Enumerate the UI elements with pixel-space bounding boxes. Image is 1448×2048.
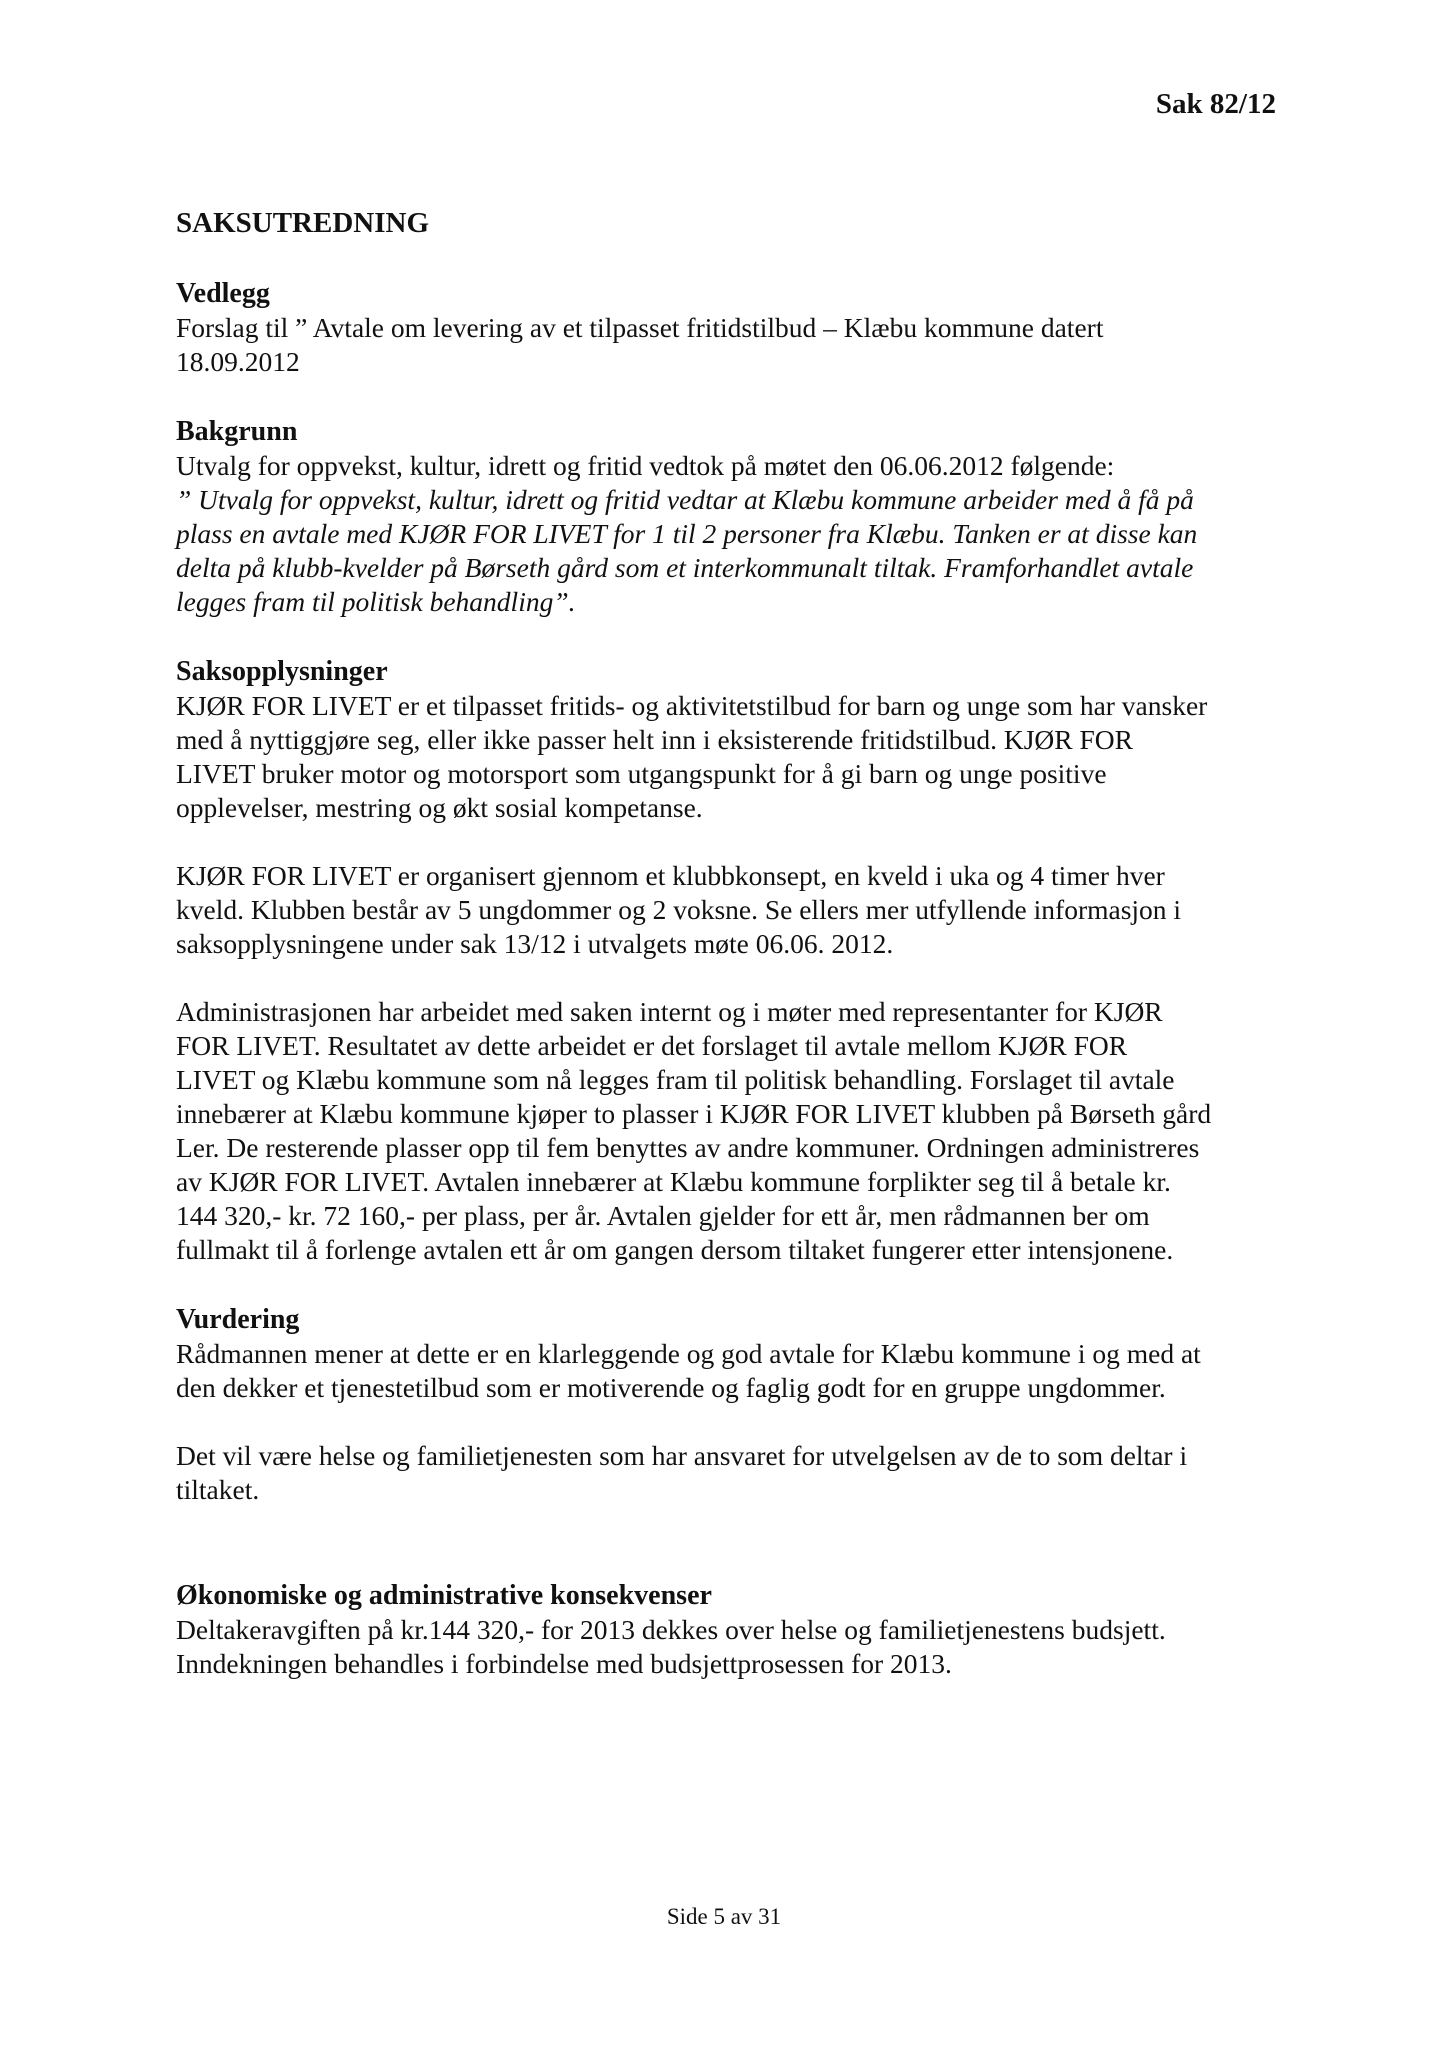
section-vedlegg	[176, 277, 1326, 379]
document-title: SAKSUTREDNING	[176, 207, 429, 239]
vurdering-paragraph: Rådmannen mener at dette er en klarleggende og god avtale for Klæbu kommune i og med at den dekker et tjenestetilbud som er motiverende og faglig godt for en gruppe ungdommer.	[176, 1338, 1201, 1403]
konsekvenser-text: Deltakeravgiften på kr.144 320,- for 2013 dekkes over helse og familietjenestens budsjett. Inndekningen behandles i forbindelse med budsjettprosessen for 2013.	[176, 1614, 1166, 1679]
vurdering-paragraph: Det vil være helse og familietjenesten som har ansvaret for utvelgelsen av de to som deltar i tiltaket.	[176, 1440, 1188, 1505]
page-number: Side 5 av 31	[666, 1904, 782, 1929]
saksopplysninger-paragraph: Administrasjonen har arbeidet med saken internt og i møter med representanter for KJØR FOR LIVET. Resultatet av dette arbeidet er det forslaget til avtale mellom KJØR FOR LIVET og Klæbu kommune som nå legges fram til politisk behandling. Forslaget til avtale innebærer at Klæbu kommune kjøper to plasser i KJØR FOR LIVET klubben på Børseth gård Ler. De resterende plasser opp til fem benyttes av andre kommuner. Ordningen administreres av KJØR FOR LIVET. Avtalen innebærer at Klæbu kommune forplikter seg til å betale kr. 144 320,- kr. 72 160,- per plass, per år. Avtalen gjelder for ett år, men rådmannen ber om fullmakt til å forlenge avtalen ett år om gangen dersom tiltaket fungerer etter intensjonene.	[176, 996, 1212, 1265]
section-heading-vurdering: Vurdering	[176, 1304, 300, 1335]
bakgrunn-intro: Utvalg for oppvekst, kultur, idrett og fritid vedtok på møtet den 06.06.2012 følgende:	[176, 450, 1115, 481]
section-vurdering	[176, 1303, 1326, 1507]
section-saksopplysninger	[176, 655, 1326, 1267]
case-reference: Sak 82/12	[1155, 88, 1276, 120]
saksopplysninger-paragraph: KJØR FOR LIVET er organisert gjennom et klubbkonsept, en kveld i uka og 4 timer hver kveld. Klubben består av 5 ungdommer og 2 voksne. Se ellers mer utfyllende informasjon i saksopplysningene under sak 13/12 i utvalgets møte 06.06. 2012.	[176, 860, 1182, 959]
vedlegg-text: Forslag til ” Avtale om levering av et tilpasset fritidstilbud – Klæbu kommune datert 18.09.2012	[176, 312, 1104, 377]
section-heading-konsekvenser: Økonomiske og administrative konsekvenser	[176, 1580, 712, 1611]
document-body	[176, 206, 1326, 1681]
section-heading-vedlegg: Vedlegg	[176, 278, 270, 309]
section-bakgrunn	[176, 415, 1326, 619]
saksopplysninger-paragraph: KJØR FOR LIVET er et tilpasset fritids- og aktivitetstilbud for barn og unge som har vansker med å nyttiggjøre seg, eller ikke passer helt inn i eksisterende fritidstilbud. KJØR FOR LIVET bruker motor og motorsport som utgangspunkt for å gi barn og unge positive opplevelser, mestring og økt sosial kompetanse.	[176, 690, 1208, 823]
bakgrunn-quote: ” Utvalg for oppvekst, kultur, idrett og fritid vedtar at Klæbu kommune arbeider med å få på plass en avtale med KJØR FOR LIVET for 1 til 2 personer fra Klæbu. Tanken er at disse kan delta på klubb-kvelder på Børseth gård som et interkommunalt tiltak. Framforhandlet avtale legges fram til politisk behandling”.	[176, 484, 1198, 617]
section-heading-saksopplysninger: Saksopplysninger	[176, 656, 388, 687]
section-heading-bakgrunn: Bakgrunn	[176, 416, 298, 447]
section-konsekvenser	[176, 1579, 1326, 1681]
